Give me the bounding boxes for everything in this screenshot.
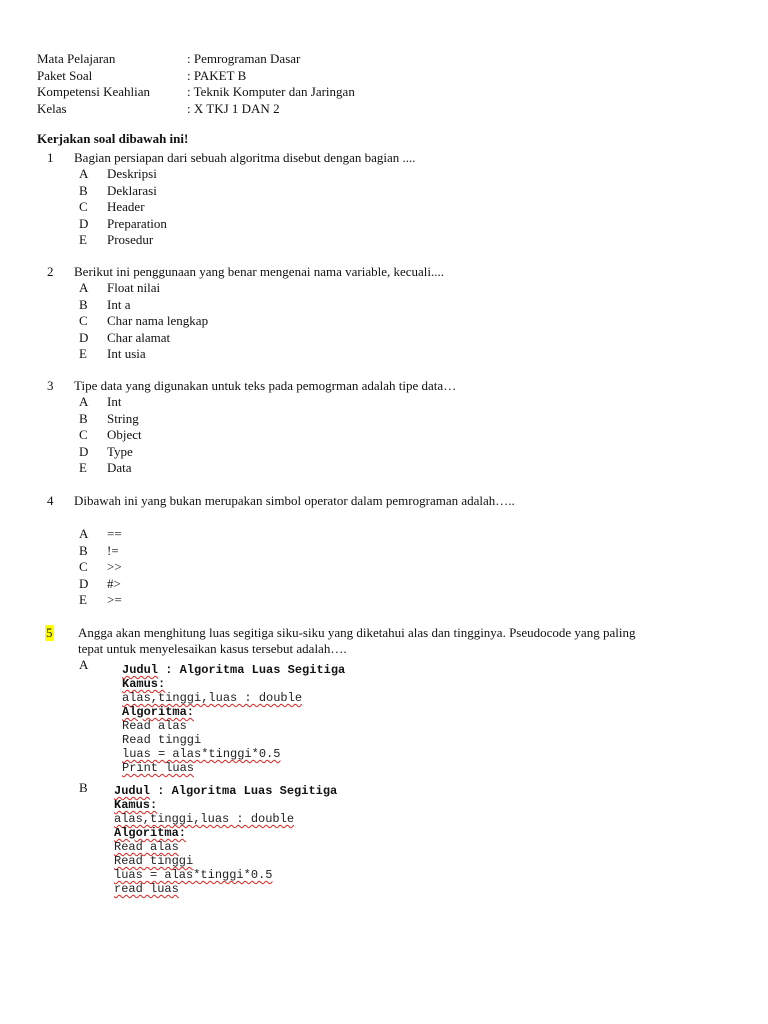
option-letter: D xyxy=(79,215,89,231)
option-letter: C xyxy=(79,199,88,214)
header-label: Kelas xyxy=(37,100,67,116)
code-text: alas,tinggi,luas : double xyxy=(122,691,303,705)
pseudocode-block-b xyxy=(114,784,337,896)
question-number-highlighted: 5 xyxy=(46,625,53,640)
option-text: >> xyxy=(107,559,122,574)
header-value: : X TKJ 1 DAN 2 xyxy=(187,100,280,116)
code-text: Read alas xyxy=(114,840,179,854)
option-letter: D xyxy=(79,443,89,459)
option-item xyxy=(79,576,479,593)
option-letter: A xyxy=(79,657,89,672)
option-text: != xyxy=(107,542,119,558)
question-text xyxy=(78,625,718,657)
option-item xyxy=(79,526,479,543)
code-text: Read alas xyxy=(122,719,187,733)
option-letter: A xyxy=(79,166,89,181)
code-line xyxy=(114,784,337,798)
code-text: : Algoritma Luas Segitiga xyxy=(158,663,346,677)
option-letter: E xyxy=(79,592,87,607)
question-text: Berikut ini penggunaan yang benar mengenai nama variable, kecuali.... xyxy=(74,264,444,279)
option-letter: B xyxy=(79,182,88,198)
code-text: Read tinggi xyxy=(122,733,202,747)
option-letter: E xyxy=(79,346,87,361)
option-text: Int usia xyxy=(107,346,146,361)
code-keyword: Kamus: xyxy=(114,798,158,812)
option-item xyxy=(79,460,479,477)
code-line xyxy=(122,761,345,775)
option-letter: C xyxy=(79,559,88,574)
header-label: Paket Soal xyxy=(37,67,93,83)
header-row-competency xyxy=(37,84,637,101)
option-text: Int xyxy=(107,394,122,409)
options-list xyxy=(79,394,479,477)
option-item xyxy=(79,411,479,428)
option-text: Prosedur xyxy=(107,232,154,247)
code-text: read luas xyxy=(114,882,179,896)
question-number: 2 xyxy=(47,264,54,279)
code-line xyxy=(114,854,337,868)
instruction-heading: Kerjakan soal dibawah ini! xyxy=(37,131,189,146)
option-letter: A xyxy=(79,280,89,295)
code-line xyxy=(122,733,345,747)
code-line xyxy=(122,691,345,705)
option-letter: B xyxy=(79,410,88,426)
header-value: : PAKET B xyxy=(187,67,247,83)
question-text-line: Angga akan menghitung luas segitiga siku-siku yang diketahui alas dan tingginya. Pseudocode yang paling xyxy=(78,625,636,640)
option-letter: D xyxy=(79,575,89,591)
options-list xyxy=(79,526,479,609)
option-letter: C xyxy=(79,313,88,328)
code-line xyxy=(122,747,345,761)
option-letter: C xyxy=(79,427,88,442)
option-text: Object xyxy=(107,427,142,442)
option-text: Header xyxy=(107,199,145,214)
option-item xyxy=(79,232,479,249)
option-text: Deklarasi xyxy=(107,182,157,198)
question-text: Bagian persiapan dari sebuah algoritma disebut dengan bagian .... xyxy=(74,150,416,165)
option-item xyxy=(79,166,479,183)
code-keyword: Kamus: xyxy=(122,677,166,691)
code-keyword: Algoritma: xyxy=(122,705,195,719)
code-text: Read tinggi xyxy=(114,854,194,868)
option-item xyxy=(79,199,479,216)
code-text: alas,tinggi,luas : double xyxy=(114,812,295,826)
code-keyword: Judul xyxy=(114,784,151,798)
option-text: Int a xyxy=(107,296,131,312)
code-keyword: Judul xyxy=(122,663,159,677)
header-value: : Teknik Komputer dan Jaringan xyxy=(187,84,355,99)
option-item xyxy=(79,444,479,461)
code-line xyxy=(122,663,345,677)
option-item xyxy=(79,297,479,314)
option-text: Type xyxy=(107,443,133,459)
code-line xyxy=(122,705,345,719)
option-letter: A xyxy=(79,526,89,541)
header-value: : Pemrograman Dasar xyxy=(187,51,301,66)
option-text: Float nilai xyxy=(107,280,161,295)
option-item xyxy=(79,543,479,560)
option-item xyxy=(79,313,479,330)
code-line xyxy=(114,798,337,812)
option-letter: D xyxy=(79,329,89,345)
code-line xyxy=(114,840,337,854)
header-row-subject xyxy=(37,51,637,68)
option-text: Data xyxy=(107,460,132,475)
code-text: : Algoritma Luas Segitiga xyxy=(150,784,338,798)
question-text: Dibawah ini yang bukan merupakan simbol operator dalam pemrograman adalah….. xyxy=(74,493,515,508)
option-item xyxy=(79,330,479,347)
header-row-class xyxy=(37,101,637,118)
header-label: Mata Pelajaran xyxy=(37,51,116,66)
code-keyword: Algoritma: xyxy=(114,826,187,840)
option-item xyxy=(79,280,479,297)
code-text: luas = alas*tinggi*0.5 xyxy=(114,868,273,882)
question-number: 4 xyxy=(47,493,54,508)
code-text: Print luas xyxy=(122,761,195,775)
option-text: Char nama lengkap xyxy=(107,313,209,328)
option-item xyxy=(79,559,479,576)
option-item xyxy=(79,592,479,609)
exam-header xyxy=(37,51,637,117)
option-item xyxy=(79,427,479,444)
option-letter: E xyxy=(79,232,87,247)
option-text: >= xyxy=(107,592,122,607)
option-item xyxy=(79,183,479,200)
option-letter: B xyxy=(79,780,88,795)
code-line xyxy=(114,882,337,896)
code-line xyxy=(122,719,345,733)
option-letter: E xyxy=(79,460,87,475)
option-text: #> xyxy=(107,575,121,591)
code-line xyxy=(114,868,337,882)
pseudocode-block-a xyxy=(122,663,345,775)
options-list xyxy=(79,166,479,249)
option-item xyxy=(79,216,479,233)
option-text: String xyxy=(107,410,139,426)
question-number: 1 xyxy=(47,150,54,165)
code-text: luas = alas*tinggi*0.5 xyxy=(122,747,281,761)
option-text: Preparation xyxy=(107,215,167,231)
header-row-package xyxy=(37,68,637,85)
options-list xyxy=(79,280,479,363)
header-label: Kompetensi Keahlian xyxy=(37,84,150,99)
option-text: Deskripsi xyxy=(107,166,157,181)
code-line xyxy=(122,677,345,691)
code-line xyxy=(114,826,337,840)
option-letter: B xyxy=(79,296,88,312)
option-item xyxy=(79,394,479,411)
question-text: Tipe data yang digunakan untuk teks pada pemogrman adalah tipe data… xyxy=(74,378,457,393)
question-number: 3 xyxy=(47,378,54,393)
code-line xyxy=(114,812,337,826)
option-text: Char alamat xyxy=(107,329,171,345)
option-letter: B xyxy=(79,542,88,558)
option-letter: A xyxy=(79,394,89,409)
question-text-line: tepat untuk menyelesaikan kasus tersebut adalah…. xyxy=(78,641,347,656)
option-text: == xyxy=(107,526,122,541)
option-item xyxy=(79,346,479,363)
